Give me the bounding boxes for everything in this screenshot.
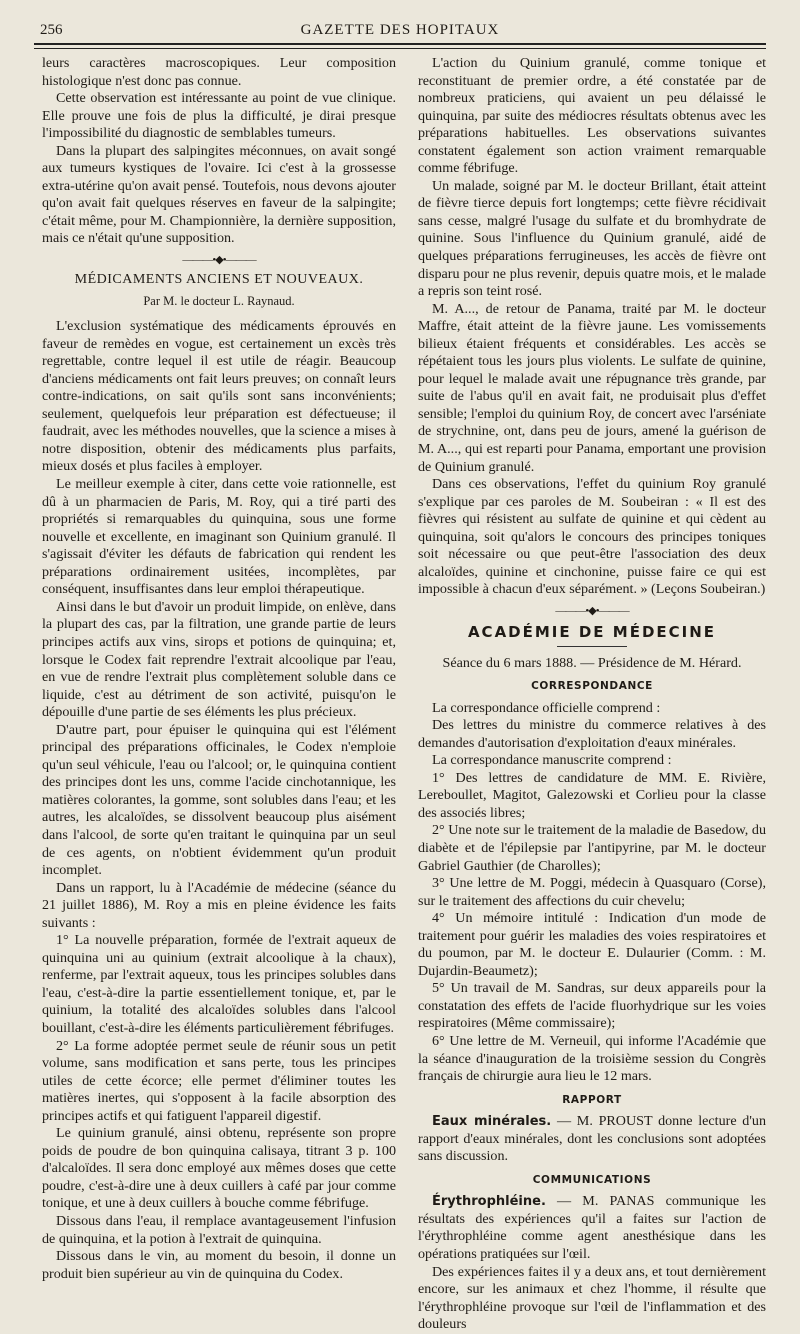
correspondence-heading: CORRESPONDANCE [531, 680, 653, 693]
correspondence-item: 3° Une lettre de M. Poggi, médecin à Quasquaro (Corse), sur le traitement des affections du cuir chevelu; [418, 875, 766, 909]
communication-paragraph: Des expériences faites il y a deux ans, et tout dernièrement encore, sur les animaux et chez l'homme, il résulte que l'érythrophléine provoque sur l'œil de l'inflammation et des douleurs [418, 1263, 766, 1333]
article-paragraph: Le meilleur exemple à citer, dans cette voie rationnelle, est dû à un pharmacien de Paris, M. Roy, qui a tiré parti des propriétés si remarquables du quinquina, sous une forme nouvelle et excellente, en imaginant son Quinium granulé. Il s'agissait d'éviter les défauts de fabrication qui rendent les préparations ordinairement usitées, incomplètes, par conséquent, insuffisantes dans leur emploi thérapeutique. [42, 476, 396, 598]
section-ornament: ———•◆•——— [555, 604, 629, 617]
correspondence-item: La correspondance officielle comprend : [432, 699, 661, 716]
left-column [42, 55, 396, 1283]
article-paragraph: Le quinium granulé, ainsi obtenu, représente son propre poids de poudre de bon quinquina calisaya, titrant 3 p. 100 d'alcaloïdes. Il sera donc employé aux mêmes doses que cette poudre, c'est-à-dire une à deux cuillers à café par jour comme tonique, et une à deux cuillers à bouche comme fébrifuge. [42, 1125, 396, 1212]
correspondence-item: 6° Une lettre de M. Verneuil, qui informe l'Académie que la séance d'inauguration de la troisième session du Congrès français de chirurgie aura lieu le 12 mars. [418, 1032, 766, 1085]
article-paragraph: L'action du Quinium granulé, comme tonique et reconstituant de premier ordre, a été constatée par de nombreux praticiens, qui avaient un peu délaissé le quinquina, par suite des médiocres résultats obtenus avec les préparations habituelles. Les observations suivantes constatent également son action vraiment remarquable comme fébrifuge. [418, 55, 766, 177]
correspondence-item: 4° Un mémoire intitulé : Indication d'un mode de traitement pour guérir les maladies des voies respiratoires et du poumon, par M. le docteur E. Dulaurier (Comm. : M. Dujardin-Beaumetz); [418, 910, 766, 979]
article-paragraph: 1° La nouvelle préparation, formée de l'extrait aqueux de quinquina uni au quinium (extrait alcoolique à la chaux), renferme, par l'extrait aqueux, tous les principes solubles dans l'eau, c'est-à-dire la partie essentiellement tonique, et, par le quinium, la totalité des alcaloïdes solubles dans l'alcool bouillant, c'est-à-dire les éléments particulièrement fébrifuges. [42, 932, 396, 1036]
rapport-heading: RAPPORT [562, 1093, 622, 1106]
rapport-runin: Eaux minérales. [432, 1114, 552, 1130]
article-paragraph: D'autre part, pour épuiser le quinquina qui est l'élément principal des préparations officinales, le Codex n'emploie qu'un seul véhicule, l'eau ou l'alcool; or, le quinquina contient des principes dont les uns, comme l'acide cinchotannique, les matières colorantes, la gomme, sont solubles dans l'eau; et les autres, les alcaloïdes, se dissolvent beaucoup plus aisément dans l'alcool, de sorte qu'en traitant le quinquina par un seul de ces agents, on n'obtient évidemment qu'un produit incomplet. [42, 721, 396, 879]
rapport-text: — M. PROUST donne lecture d'un rapport d'eaux minérales, dont les conclusions sont adoptées sans discussion. [418, 1113, 766, 1165]
article-byline: Par M. le docteur L. Raynaud. [143, 293, 295, 308]
correspondence-item: La correspondance manuscrite comprend : [432, 752, 672, 769]
intro-paragraph: leurs caractères macroscopiques. Leur composition histologique n'est donc pas connue. [42, 55, 396, 89]
header-rule [34, 43, 766, 49]
correspondence-item: 1° Des lettres de candidature de MM. E. Rivière, Lereboullet, Magitot, Galezowski et Corlieu pour la classe des associés libres; [418, 769, 766, 821]
article-paragraph: Dans un rapport, lu à l'Académie de médecine (séance du 21 juillet 1886), M. Roy a mis en pleine évidence les faits suivants : [42, 879, 396, 931]
session-line: Séance du 6 mars 1888. — Présidence de M. Hérard. [442, 654, 742, 671]
article-paragraph: L'exclusion systématique des médicaments éprouvés en faveur de remèdes en vogue, est certainement un excès très regrettable, contre lequel il est utile de réagir. Beaucoup d'anciens médicaments ont fait leurs preuves; on connaît leurs contre-indications, on sait qu'ils sont sans inconvénients; seulement, quelquefois leur préparation est défectueuse; il faudrait, avec les méthodes nouvelles, que la science a mises à notre disposition, obtenir des médicaments plus parfaits, mieux dosés et plus faciles à employer. [42, 318, 396, 475]
communication-runin: Érythrophléine. [432, 1194, 546, 1210]
article-paragraph: Ainsi dans le but d'avoir un produit limpide, on enlève, dans la plupart des cas, par la filtration, une grande partie de leurs principes actifs aux vins, sirops et potions de quinquina; et, lorsque le Codex fait reprendre l'extrait alcoolique par l'eau, en vue de rendre l'extrait plus complètement soluble dans ce liquide, c'est au détriment de son activité, puisqu'on le dépouille d'une partie de ses éléments les plus précieux. [42, 598, 396, 721]
correspondence-item: Des lettres du ministre du commerce relatives à des demandes d'autorisation d'exploitation d'eaux minérales. [418, 717, 766, 751]
communication-text: — M. PANAS communique les résultats des expériences qu'il a faites sur l'action de l'érythrophléine comme agent anesthésique dans les opérations pratiquées sur l'œil. [418, 1193, 766, 1262]
running-title: GAZETTE DES HOPITAUX [300, 22, 500, 38]
section-ornament: ———•◆•——— [182, 254, 256, 267]
communications-heading: COMMUNICATIONS [532, 1173, 652, 1186]
article-paragraph: 2° La forme adoptée permet seule de réunir sous un petit volume, sans modification et sans perte, tous les principes utiles de cette écorce; elle permet d'éliminer toutes les matières inertes, qui s'opposent à la facile absorption des principes actifs et qui fatiguent l'appareil digestif. [42, 1037, 396, 1124]
article-paragraph: M. A..., de retour de Panama, traité par M. le docteur Maffre, était atteint de la fièvre jaune. Les vomissements bilieux étaient fréquents et considérables. Les accès se répétaient tous les jours plus violents. Le sulfate de quinine, pour lequel le malade avait une répugnance très grande, par suite de l'abus qu'il en avait fait, ne produisait plus d'effet sensible; l'emploi du quinium Roy, de concert avec l'arséniate de strychnine, ont, dans peu de jours, amené la guérison de M. A..., qui est reparti pour Panama, emportant une provision de Quinium granulé. [418, 300, 766, 475]
article-title: MÉDICAMENTS ANCIENS ET NOUVEAUX. [74, 272, 364, 288]
academy-title: ACADÉMIE DE MÉDECINE [467, 622, 717, 641]
article-paragraph: Dissous dans le vin, au moment du besoin, il donne un produit bien supérieur au vin de quinquina du Codex. [42, 1248, 396, 1282]
page-number: 256 [40, 22, 63, 38]
correspondence-item: 5° Un travail de M. Sandras, sur deux appareils pour la constatation des effets de l'acide fluorhydrique sur les voies respiratoires (Même commissaire); [418, 980, 766, 1032]
article-paragraph: Dissous dans l'eau, il remplace avantageusement l'infusion de quinquina, et la potion à l'extrait de quinquina. [42, 1213, 396, 1247]
rapport-paragraph [418, 1113, 766, 1166]
article-paragraph: Un malade, soigné par M. le docteur Brillant, était atteint de fièvre tierce depuis fort longtemps; cette fièvre récidivait sans cesse, malgré l'usage du sulfate et du bromhydrate de quinine. Sous l'influence du Quinium granulé, aidé de quelques préparations ferrugineuses, les accès de fièvre ont disparu pour ne plus revenir, depuis quatre mois, et le malade a repris son teint rosé. [418, 177, 766, 300]
intro-paragraph: Dans la plupart des salpingites méconnues, on avait songé aux tumeurs kystiques de l'ovaire. Ici c'est à la grossesse extra-utérine qu'on avait pensé. Toutefois, nous devons ajouter qu'on avait fait quelques réserves en faveur de la salpingite; c'était même, pour M. Championnière, la dernière supposition, mais ce n'était qu'une supposition. [42, 142, 396, 247]
short-rule [557, 646, 627, 647]
article-paragraph: Dans ces observations, l'effet du quinium Roy granulé s'explique par ces paroles de M. Soubeiran : « Il est des fièvres qui résistent au sulfate de quinine et qui cèdent au quinquina, soit qu'alors le concours des principes toniques soit nécessaire ou que peut-être l'association des deux alcaloïdes, quinine et cinchonine, puisse faire ce qui est impossible à chacun d'eux séparément. » (Leçons Soubeiran.) [418, 476, 766, 598]
correspondence-item: 2° Une note sur le traitement de la maladie de Basedow, du diabète et de l'épilepsie par l'antipyrine, par M. le docteur Gabriel Gauthier (de Charolles); [418, 822, 766, 874]
intro-paragraph: Cette observation est intéressante au point de vue clinique. Elle prouve une fois de plus la difficulté, je dirai presque l'impossibilité du diagnostic de semblables tumeurs. [42, 90, 396, 142]
communication-paragraph [418, 1193, 766, 1263]
right-column [418, 55, 766, 1334]
